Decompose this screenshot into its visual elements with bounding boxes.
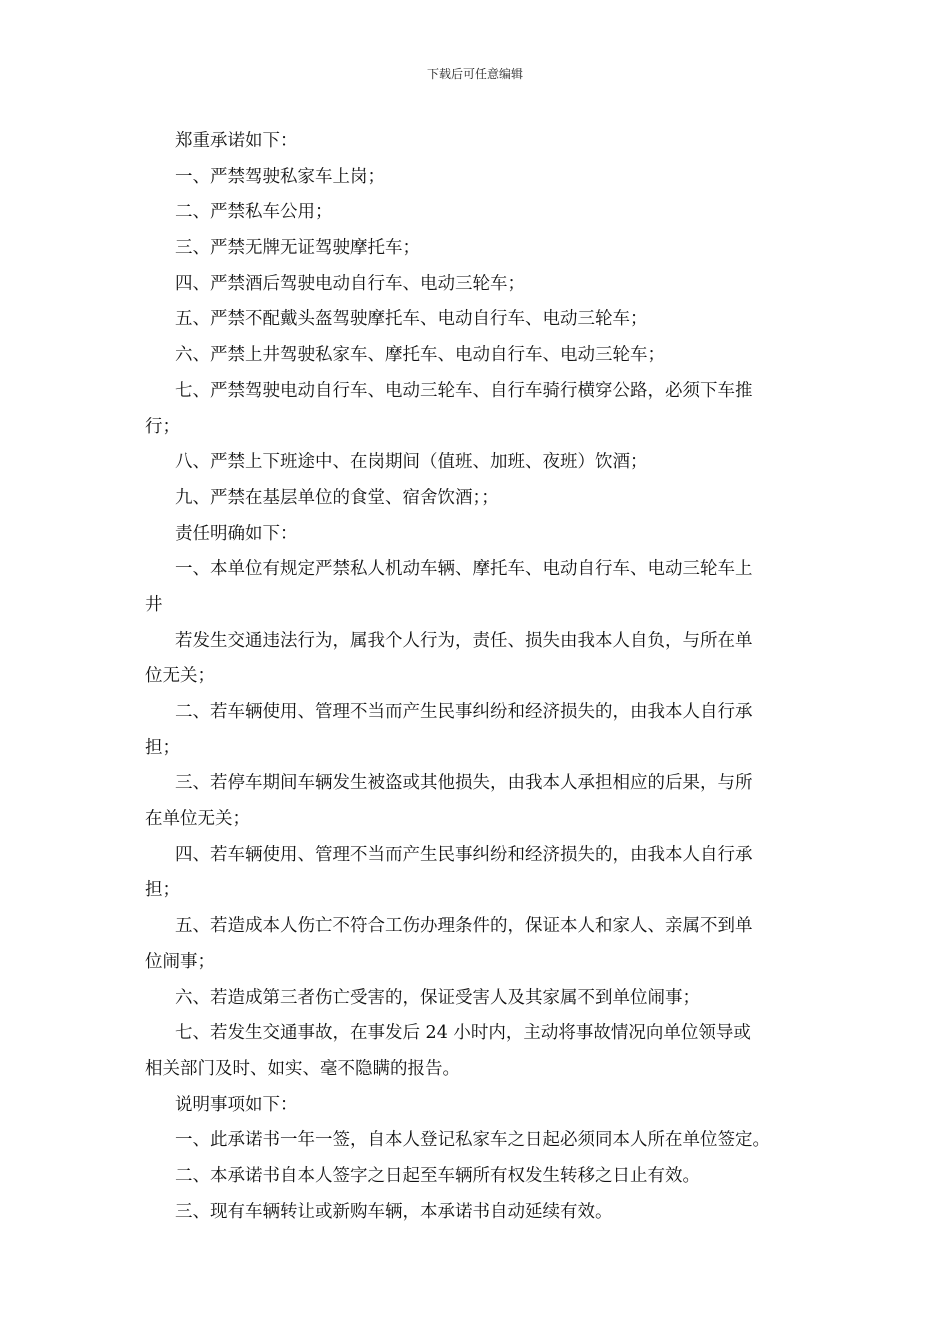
text-line: 三、严禁无牌无证驾驶摩托车；	[175, 238, 420, 259]
text-line: 八、严禁上下班途中、在岗期间（值班、加班、夜班）饮酒；	[175, 452, 648, 473]
text-line: 担；	[145, 737, 180, 758]
text-line: 相关部门及时、如实、毫不隐瞒的报告。	[145, 1058, 460, 1079]
text-line: 四、若车辆使用、管理不当而产生民事纠纷和经济损失的，由我本人自行承	[175, 844, 753, 865]
text-line: 三、若停车期间车辆发生被盗或其他损失，由我本人承担相应的后果，与所	[175, 773, 753, 794]
text-line: 七、严禁驾驶电动自行车、电动三轮车、自行车骑行横穿公路，必须下车推	[175, 380, 753, 401]
text-line: 七、若发生交通事故，在事发后 24 小时内，主动将事故情况向单位领导或	[175, 1023, 751, 1044]
text-line: 二、若车辆使用、管理不当而产生民事纠纷和经济损失的，由我本人自行承	[175, 702, 753, 722]
text-line: 三、现有车辆转让或新购车辆，本承诺书自动延续有效。	[175, 1201, 613, 1222]
text-line: 位闹事；	[145, 951, 215, 972]
text-line: 井	[145, 594, 163, 615]
text-line: 五、严禁不配戴头盔驾驶摩托车、电动自行车、电动三轮车；	[175, 309, 648, 330]
text-line: 担；	[145, 880, 180, 901]
text-line: 一、严禁驾驶私家车上岗；	[175, 166, 385, 187]
text-line: 若发生交通违法行为，属我个人行为，责任、损失由我本人自负，与所在单	[175, 630, 753, 651]
text-line: 责任明确如下：	[175, 523, 298, 544]
text-line: 说明事项如下：	[175, 1094, 298, 1115]
text-line: 五、若造成本人伤亡不符合工伤办理条件的，保证本人和家人、亲属不到单	[175, 916, 753, 937]
text-line: 一、本单位有规定严禁私人机动车辆、摩托车、电动自行车、电动三轮车上	[175, 559, 753, 580]
text-line: 二、严禁私车公用；	[175, 202, 333, 223]
text-line: 在单位无关；	[145, 809, 250, 830]
text-line: 一、此承诺书一年一签，自本人登记私家车之日起必须同本人所在单位签定。	[175, 1130, 770, 1151]
text-line: 六、严禁上井驾驶私家车、摩托车、电动自行车、电动三轮车；	[175, 345, 665, 366]
document-body	[145, 124, 815, 1230]
text-line: 二、本承诺书自本人签字之日起至车辆所有权发生转移之日止有效。	[175, 1165, 700, 1186]
text-line: 位无关；	[145, 666, 215, 687]
text-line: 六、若造成第三者伤亡受害的，保证受害人及其家属不到单位闹事；	[175, 987, 700, 1008]
text-line: 行；	[145, 416, 180, 437]
text-line: 九、严禁在基层单位的食堂、宿舍饮酒；；	[175, 487, 499, 508]
text-line: 四、严禁酒后驾驶电动自行车、电动三轮车；	[175, 273, 525, 294]
page-header: 下载后可任意编辑	[426, 67, 523, 81]
text-line: 郑重承诺如下：	[175, 131, 298, 151]
